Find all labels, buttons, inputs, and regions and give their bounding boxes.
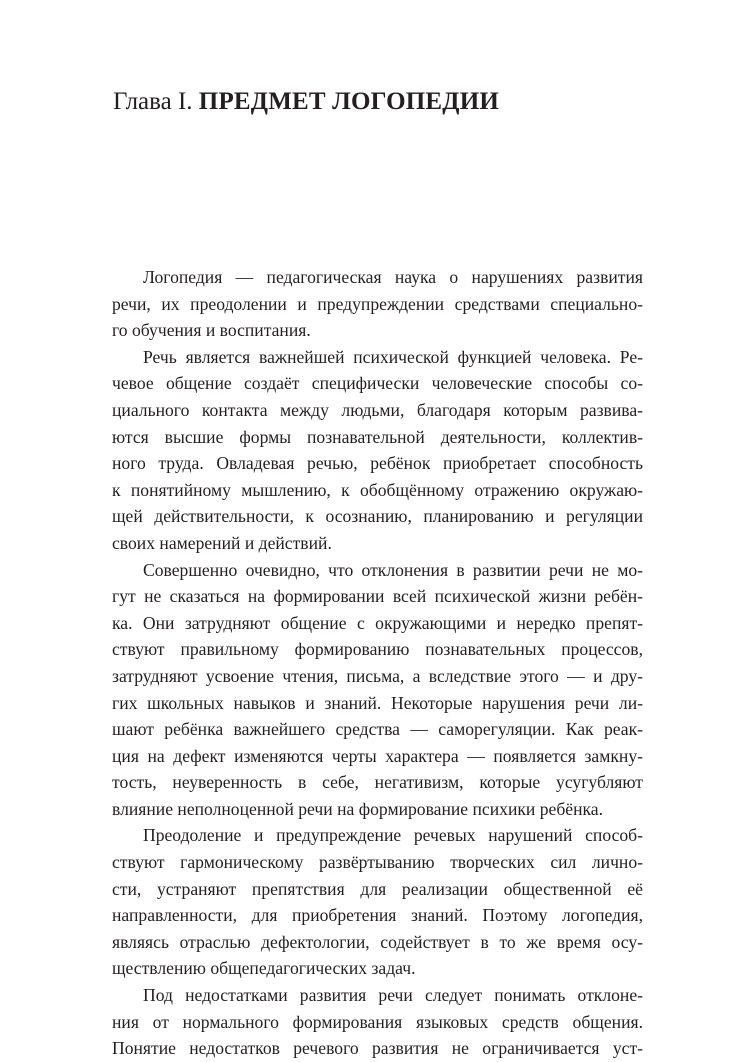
- text-line: Преодоление и предупреждение речевых нарушений способ-: [143, 825, 643, 846]
- text-line: шают ребёнка важнейшего средства — саморегуляции. Как реак-: [112, 719, 643, 740]
- text-line: Логопедия — педагогическая наука о нарушениях развития: [143, 267, 643, 287]
- text-line: гут не сказаться на формировании всей психической жизни ребён-: [112, 586, 643, 607]
- text-line: являясь отраслью дефектологии, содействует в то же время осу-: [112, 931, 643, 952]
- text-line: к понятийному мышлению, к обобщённому отражению окружаю-: [112, 479, 643, 500]
- chapter-label: Глава I.: [113, 88, 193, 115]
- text-line: ствуют гармоническому развёртыванию творческих сил лично-: [112, 852, 643, 873]
- text-line: Под недостатками развития речи следует понимать отклоне-: [143, 985, 643, 1006]
- text-line: чевое общение создаёт специфически человеческие способы со-: [112, 373, 643, 394]
- text-line: затрудняют усвоение чтения, письма, а вследствие этого — и дру-: [112, 665, 643, 686]
- text-line: гих школьных навыков и знаний. Некоторые нарушения речи ли-: [112, 692, 643, 713]
- text-line: направленности, для приобретения знаний. Поэтому логопедия,: [112, 905, 643, 926]
- text-line: ствуют правильному формированию познавательных процессов,: [112, 639, 643, 660]
- text-line: сти, устраняют препятствия для реализации общественной её: [112, 878, 643, 899]
- text-line: ция на дефект изменяются черты характера — появляется замкну-: [112, 745, 643, 766]
- text-line: ществлению общепедагогических задач.: [112, 958, 416, 979]
- chapter-title: ПРЕДМЕТ ЛОГОПЕДИИ: [198, 88, 499, 115]
- text-line: тость, неуверенность в себе, негативизм, которые усугубляют: [112, 772, 643, 793]
- text-line: влияние неполноценной речи на формирование психики ребёнка.: [112, 798, 603, 819]
- text-line: Речь является важнейшей психической функцией человека. Ре-: [143, 346, 643, 367]
- text-line: ного труда. Овладевая речью, ребёнок приобретает способность: [112, 453, 643, 474]
- chapter-heading: [113, 86, 499, 118]
- text-line: ния от нормального формирования языковых средств общения.: [112, 1011, 643, 1032]
- text-line: щей действительности, к осознанию, планированию и регуляции: [112, 506, 643, 527]
- text-line: Понятие недостатков речевого развития не ограничивается уст-: [112, 1038, 643, 1059]
- body-text: [112, 264, 643, 1062]
- text-line: ются высшие формы познавательной деятельности, коллектив-: [112, 426, 643, 447]
- text-line: Совершенно очевидно, что отклонения в развитии речи не мо-: [143, 559, 643, 580]
- text-line: речи, их преодолении и предупреждении средствами специально-: [112, 293, 643, 314]
- text-line: ка. Они затрудняют общение с окружающими и нередко препят-: [112, 612, 643, 633]
- text-line: го обучения и воспитания.: [112, 320, 311, 341]
- text-line: своих намерений и действий.: [112, 532, 332, 553]
- text-line: циального контакта между людьми, благодаря которым развива-: [112, 399, 643, 420]
